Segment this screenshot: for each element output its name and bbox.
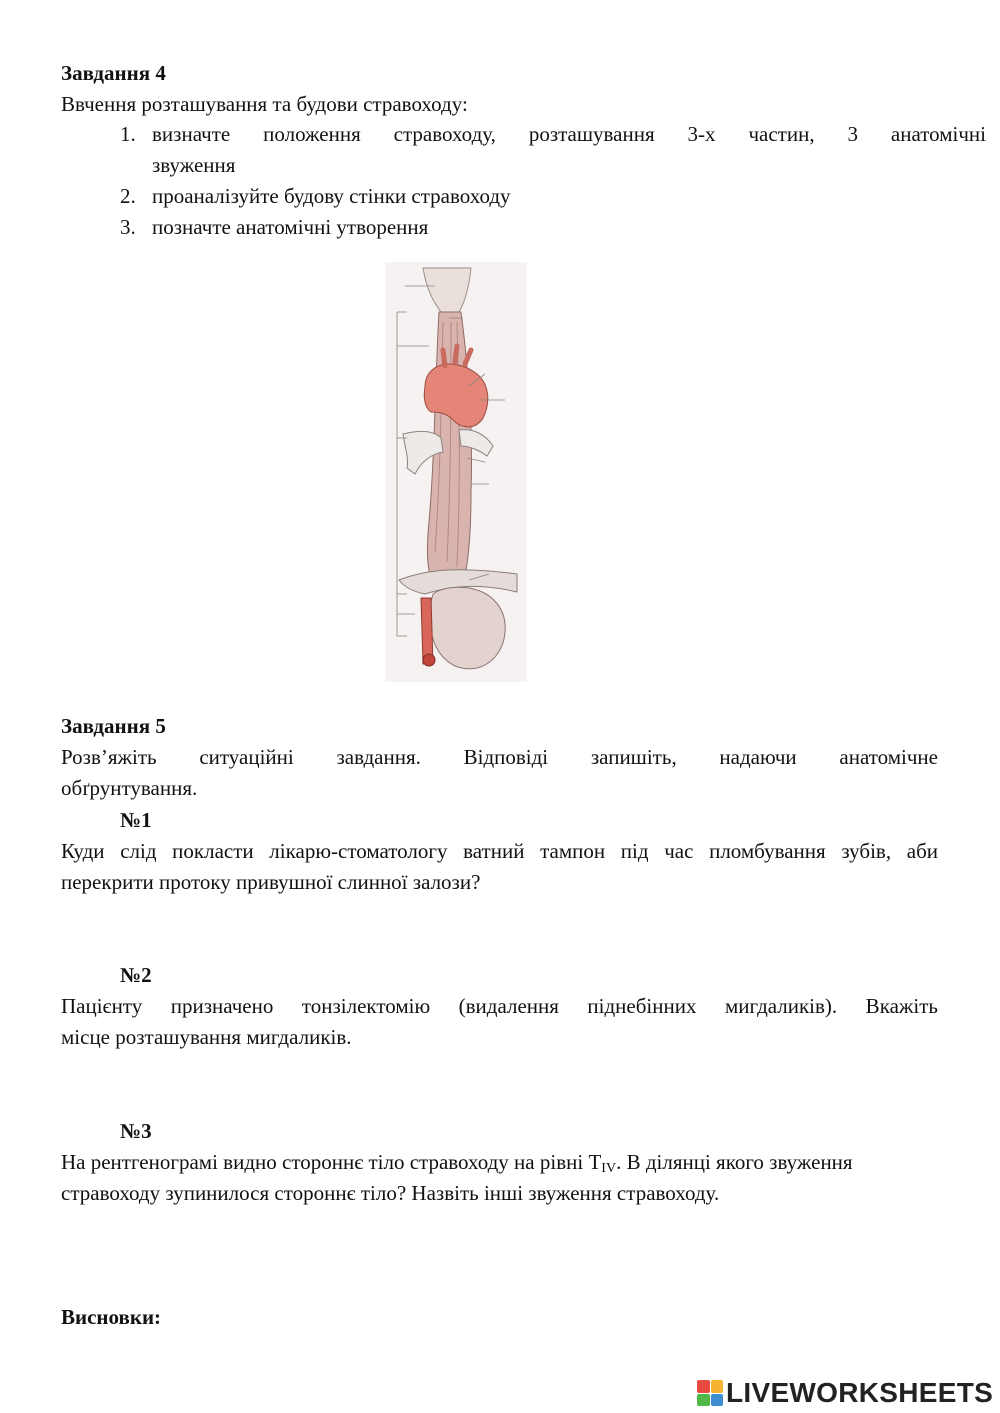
task4-item-3 — [120, 212, 986, 243]
task4-item-2 — [120, 181, 986, 212]
problem-3-label: №3 — [120, 1119, 152, 1143]
problem-1-text-continuation: перекрити протоку привушної слинної залози? — [61, 870, 481, 894]
task4-item-1 — [120, 119, 986, 181]
task4-heading: Завдання 4 — [61, 61, 166, 85]
logo-mark-square — [697, 1394, 710, 1407]
problem-1-label: №1 — [120, 808, 152, 832]
task4-item-text: позначте анатомічні утворення — [152, 215, 429, 239]
task4-item-number: 1. — [120, 122, 136, 146]
logo-mark-square — [711, 1394, 724, 1407]
esophagus-illustration — [385, 262, 527, 682]
problem-3-text-start: На рентгенограмі видно стороннє тіло стравоходу на рівні T — [61, 1150, 602, 1174]
problem-3-text-end: . В ділянці якого звуження — [616, 1150, 853, 1174]
logo-mark-square — [711, 1380, 724, 1393]
liveworksheets-logo — [697, 1378, 993, 1408]
aorta-cross-section — [423, 654, 435, 666]
problem-3-text-continuation: стравоходу зупинилося стороннє тіло? Назвіть інші звуження стравоходу. — [61, 1181, 720, 1205]
vertebra-subscript: IV — [601, 1161, 617, 1176]
logo-mark-icon — [697, 1380, 723, 1406]
logo-mark-square — [697, 1380, 710, 1393]
task4-intro: Ввчення розташування та будови стравоходу: — [61, 92, 468, 116]
problem-2-label: №2 — [120, 963, 152, 987]
task4-list — [104, 119, 986, 243]
brand-name: LIVEWORKSHEETS — [726, 1377, 994, 1408]
conclusions-heading: Висновки: — [61, 1305, 162, 1329]
problem-2-text-continuation: місце розташування мигдаликів. — [61, 1025, 352, 1049]
problem-1-text: Куди слід покласти лікарю-стоматологу ватний тампон під час пломбування зубів, аби — [61, 839, 938, 863]
task4-item-text: визначте положення стравоходу, розташування 3-х частин, 3 анатомічні — [152, 122, 986, 146]
task4-item-number: 3. — [120, 215, 136, 239]
task4-item-number: 2. — [120, 184, 136, 208]
task4-item-text: звуження — [152, 153, 236, 177]
task5-heading: Завдання 5 — [61, 714, 166, 738]
task5-intro: Розв’яжіть ситуаційні завдання. Відповіді запишіть, надаючи анатомічне — [61, 745, 938, 769]
task4-item-text: проаналізуйте будову стінки стравоходу — [152, 184, 511, 208]
task5-intro-continuation: обґрунтування. — [61, 776, 198, 800]
problem-2-text: Пацієнту призначено тонзілектомію (видалення піднебінних мигдаликів). Вкажіть — [61, 994, 938, 1018]
